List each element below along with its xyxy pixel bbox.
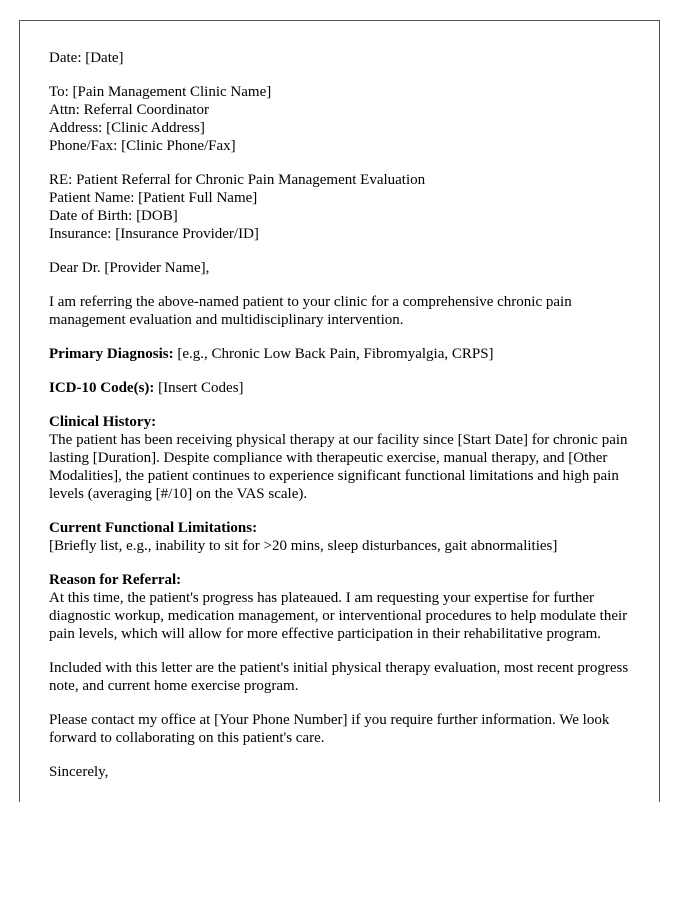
intro-paragraph: I am referring the above-named patient to your clinic for a comprehensive chronic pain management evaluation and multidisciplinary intervention.: [49, 294, 572, 328]
clinical-history-text: The patient has been receiving physical therapy at our facility since [Start Date] for chronic pain lasting [Duration]. Despite compliance with therapeutic exercise, manual therapy, and [Other Modalities], the patient continues to experience significant functional limitations and high pain levels (averaging [#/10] on the VAS scale).: [49, 432, 628, 502]
clinical-history-label: Clinical History:: [49, 414, 157, 430]
salutation: Dear Dr. [Provider Name],: [49, 260, 210, 276]
date-block: [49, 49, 639, 67]
functional-limitations-text: [Briefly list, e.g., inability to sit for >20 mins, sleep disturbances, gait abnormalities]: [49, 538, 558, 554]
icd-codes-value: [Insert Codes]: [154, 380, 244, 396]
reason-for-referral-text: At this time, the patient's progress has plateaued. I am requesting your expertise for further diagnostic workup, medication management, or interventional procedures to help modulate their pain levels, which will allow for more effective participation in their rehabilitative program.: [49, 590, 628, 642]
icd-codes-label: ICD-10 Code(s):: [49, 380, 155, 396]
icd-codes: [49, 379, 639, 397]
reason-for-referral-label: Reason for Referral:: [49, 572, 182, 588]
recipient-attn: Attn: Referral Coordinator: [49, 102, 209, 118]
primary-diagnosis: [49, 345, 639, 363]
re-subject: RE: Patient Referral for Chronic Pain Management Evaluation: [49, 172, 426, 188]
closing: Sincerely,: [49, 764, 109, 780]
recipient-address: Address: [Clinic Address]: [49, 120, 205, 136]
patient-insurance: Insurance: [Insurance Provider/ID]: [49, 226, 259, 242]
primary-diagnosis-value: [e.g., Chronic Low Back Pain, Fibromyalgia, CRPS]: [173, 346, 494, 362]
primary-diagnosis-label: Primary Diagnosis:: [49, 346, 174, 362]
contact-paragraph: Please contact my office at [Your Phone Number] if you require further information. We look forward to collaborating on this patient's care.: [49, 712, 610, 746]
recipient-block: [49, 83, 639, 155]
functional-limitations: [49, 519, 639, 555]
reason-for-referral: [49, 571, 639, 643]
enclosures-paragraph: Included with this letter are the patient's initial physical therapy evaluation, most recent progress note, and current home exercise program.: [49, 660, 629, 694]
functional-limitations-label: Current Functional Limitations:: [49, 520, 258, 536]
re-block: [49, 171, 639, 243]
recipient-to: To: [Pain Management Clinic Name]: [49, 84, 272, 100]
recipient-phone-fax: Phone/Fax: [Clinic Phone/Fax]: [49, 138, 236, 154]
patient-dob: Date of Birth: [DOB]: [49, 208, 178, 224]
patient-name: Patient Name: [Patient Full Name]: [49, 190, 258, 206]
date-line: Date: [Date]: [49, 50, 124, 66]
letter-body: [49, 49, 639, 797]
clinical-history: [49, 413, 639, 503]
letter-page: [19, 20, 660, 802]
